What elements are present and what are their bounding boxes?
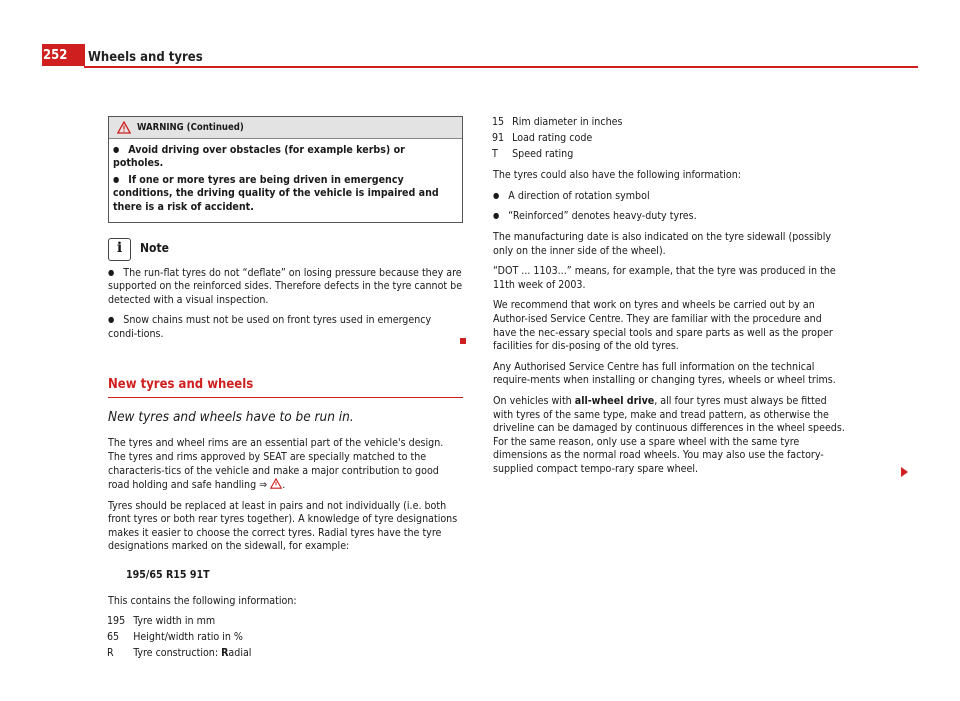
paragraph: The tyres could also have the following information: bbox=[493, 169, 741, 182]
left-column bbox=[108, 100, 463, 669]
spec-key: 65 bbox=[107, 631, 120, 644]
note-header bbox=[108, 238, 463, 261]
spec-key: T bbox=[492, 148, 498, 161]
paragraph: Tyres should be replaced at least in pairs and not individually (i.e. both front tyres or both rear tyres together). A knowledge of tyre designations makes it easier to choose the correct tyres. Radial tyres have the tyre designations marked on the sidewall, for example: bbox=[108, 499, 458, 553]
info-icon: i bbox=[108, 238, 131, 261]
paragraph bbox=[108, 437, 463, 492]
spec-row bbox=[492, 116, 630, 132]
tyre-code: 195/65 R15 91T bbox=[126, 569, 210, 582]
note-item: ● The run-flat tyres do not “deflate” on losing pressure because they are supported on the reinforced sides. Therefore defects in the tyre cannot be detected with a visual inspection. bbox=[108, 267, 463, 308]
header-rule bbox=[84, 66, 918, 68]
list-item: ● “Reinforced” denotes heavy-duty tyres. bbox=[493, 210, 848, 224]
spec-value: Height/width ratio in % bbox=[133, 631, 243, 644]
spec-key: 195 bbox=[107, 615, 126, 628]
spec-row bbox=[492, 132, 630, 148]
specs-table-right bbox=[492, 116, 630, 164]
spec-row bbox=[492, 148, 630, 164]
spec-row bbox=[107, 631, 259, 647]
paragraph: We recommend that work on tyres and wheels be carried out by an Author-ised Service Centre. They are familiar with the procedure and have the nec-essary special tools and spare parts as well as the proper facilities for dis-posing of the old tyres. bbox=[493, 299, 833, 353]
warning-box bbox=[108, 116, 463, 223]
paragraph: The manufacturing date is also indicated on the tyre sidewall (possibly only on the inner side of the wheel). bbox=[493, 231, 831, 257]
warning-header bbox=[109, 117, 462, 139]
red-square-icon bbox=[460, 338, 466, 344]
spec-value: Tyre width in mm bbox=[133, 615, 216, 628]
section-subtitle: New tyres and wheels have to be run in. bbox=[108, 408, 354, 425]
spec-key: 91 bbox=[492, 132, 505, 145]
paragraph: Any Authorised Service Centre has full information on the technical require-ments when installing or changing tyres, wheels or wheel trims. bbox=[493, 360, 836, 387]
spec-value: Speed rating bbox=[512, 148, 574, 161]
spec-value: Load rating code bbox=[512, 132, 593, 145]
specs-table-left bbox=[107, 615, 259, 663]
warning-triangle-icon bbox=[270, 478, 282, 489]
warning-item: ● If one or more tyres are being driven in emergency conditions, the driving quality of the vehicle is impaired and there is a risk of accident. bbox=[113, 174, 458, 215]
warning-triangle-icon bbox=[117, 121, 131, 134]
paragraph: “DOT ... 1103...” means, for example, that the tyre was produced in the 11th week of 2003. bbox=[493, 265, 836, 291]
continue-arrow-icon bbox=[901, 467, 908, 477]
page-number: 252 bbox=[42, 44, 85, 66]
paragraph: This contains the following information: bbox=[108, 594, 297, 607]
note-item: ● Snow chains must not be used on front tyres used in emergency condi-tions. bbox=[108, 314, 463, 341]
spec-value: Rim diameter in inches bbox=[512, 116, 623, 128]
paragraph-end: . bbox=[282, 479, 286, 492]
spec-value: Tyre construction: Radial bbox=[133, 647, 252, 660]
spec-row bbox=[107, 647, 259, 663]
spec-key: 15 bbox=[492, 116, 505, 128]
page-title: Wheels and tyres bbox=[88, 50, 203, 65]
list-item: ● A direction of rotation symbol bbox=[493, 190, 848, 204]
paragraph: On vehicles with all-wheel drive, all four tyres must always be fitted with tyres of the same type, make and tread pattern, as otherwise the driveline can be damaged by continuous differences in the wheel speeds. For the same reason, only use a spare wheel with the same tyre dimensions as the normal road wheels. You may also use the factory-supplied compact tempo-rary spare wheel. bbox=[493, 395, 848, 477]
section-title: New tyres and wheels bbox=[108, 378, 463, 398]
warning-body bbox=[109, 139, 462, 222]
spec-key: R bbox=[107, 647, 114, 660]
paragraph-text: The tyres and wheel rims are an essential part of the vehicle's design. The tyres and rims approved by SEAT are specially matched to the characteris-tics of the vehicle and make a major contribution to good road holding and safe handling ⇒ bbox=[108, 437, 444, 492]
note-title: Note bbox=[140, 241, 169, 256]
spec-row bbox=[107, 615, 259, 631]
warning-title: WARNING (Continued) bbox=[137, 122, 244, 133]
watermark: carmanualsonline.info bbox=[702, 672, 946, 697]
right-column bbox=[493, 116, 848, 484]
warning-item: ● Avoid driving over obstacles (for example kerbs) or potholes. bbox=[113, 144, 458, 171]
